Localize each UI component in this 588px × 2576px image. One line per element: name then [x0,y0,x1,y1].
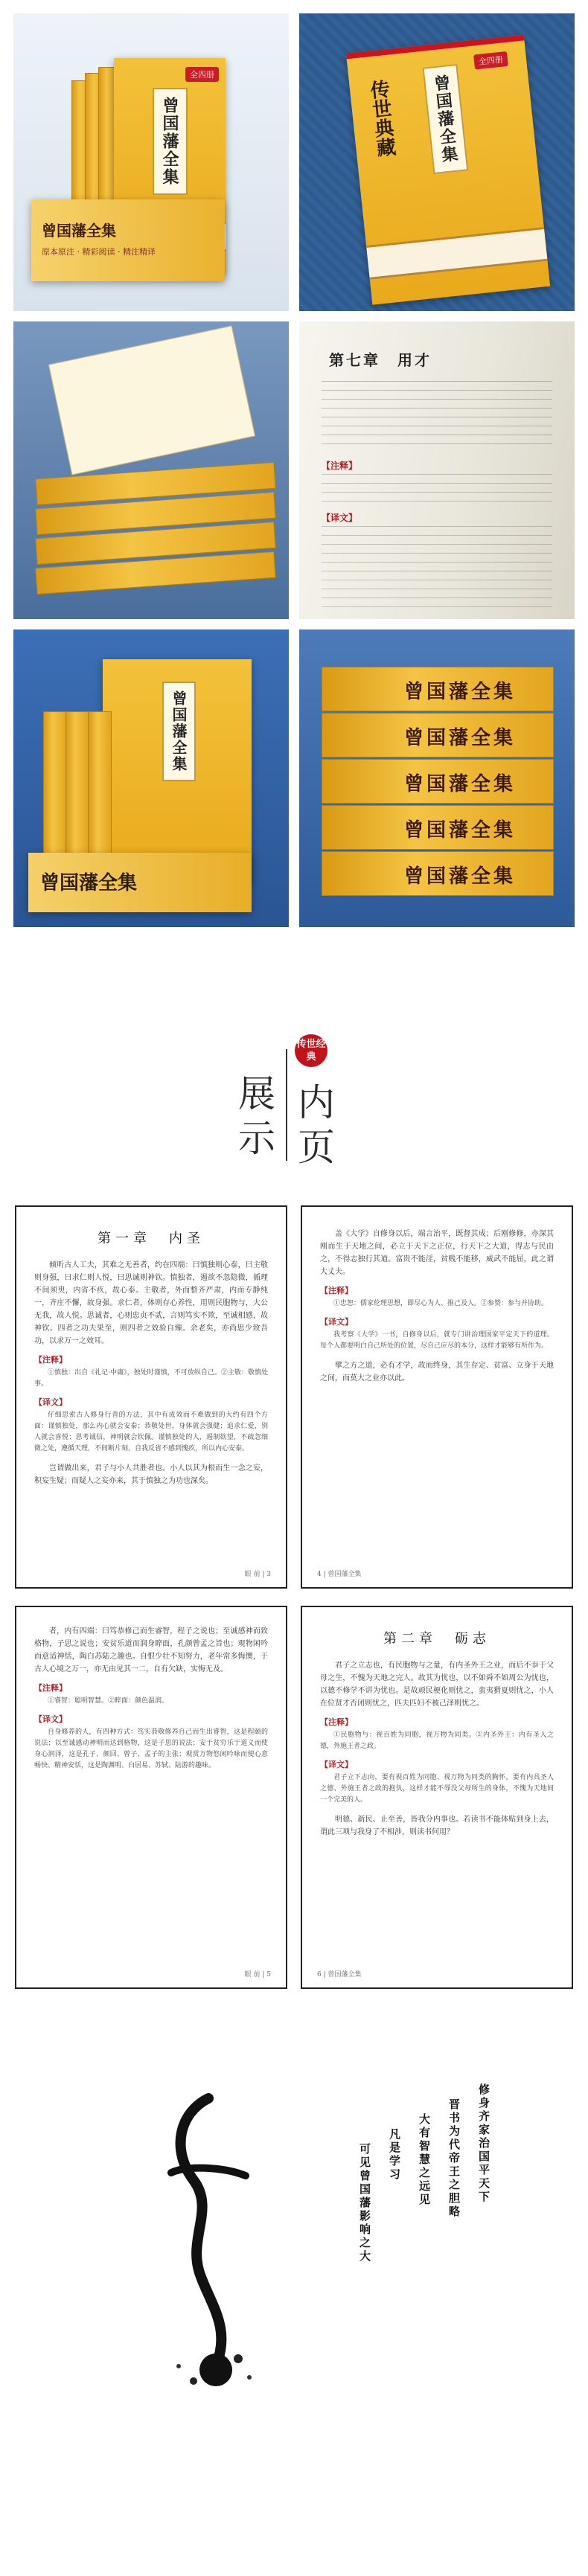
page-body: 擘之方之道，必有才学，故而终身，其生存定、贫富、立身于天地之间，而莫大之业亦以此。 [320,1362,554,1382]
note-text: ①忠恕：儒家伦理思想，即尽心为人、推己及人。②参赞：参与并协助。 [333,1300,549,1307]
chapter-title: 第一章 内圣 [98,1231,205,1246]
spine-title: 曾国藩全集 [404,773,517,795]
note-heading: 【注释】 [320,1286,353,1295]
cover-band [366,227,547,280]
translation-heading: 【译文】 [320,1317,353,1327]
book-cover-angled [346,34,550,304]
sample-page-3 [15,1606,287,1989]
cover-title: 曾国藩全集 [422,64,468,174]
translation-text: 自身修养的人，有四种方式：笃实恭敬修养自己而生出睿智，这是程颐的说法；以至诚感动神明而达到格物，这是子思的说法；安于贫穷乐于道义而使身心润泽，这是孔子、颜回、曾子、孟子的主张；观赏万物悠闲吟咏而使心意畅快、精神安恬，这是陶渊明、白居易、苏轼、陆游的趣味。 [34,1728,268,1769]
note-heading: 【注释】 [34,1355,67,1365]
page-body: 倾听古人工夫，其难之无善者，约在四端：曰慎独则心泰，曰主敬则身强，曰求仁则人悦，曰思诚则神钦。慎独者，遏欲不忽隐微，循理不间须臾，内省不疚，故心泰。主敬者，外而整齐严肃，内而专静纯一，齐庄不懈，故身强。求仁者，体则存心养性，用则民胞物与，大公无我，故人悦。思诚者，心则忠贞不贰，言则笃实不欺，至诚相感，故神钦。四者之功夫果至，则四者之效验自臻。余老矣，亦尚思少致吾功，以求万一之效耳。 [34,1261,268,1345]
product-photo-fanned [13,321,289,619]
product-photo-stack [13,13,289,311]
title-char: 内 [298,1081,335,1124]
spine-title: 曾国藩全集 [404,865,517,888]
header-divider [286,1049,287,1161]
lying-cover-tagline: 原本原注 · 精彩阅读 · 精注精译 [42,247,156,257]
book-spine-horizontal [322,851,554,896]
title-char: 示 [238,1117,275,1160]
section-header [223,1019,387,1168]
calligraphy-section [0,2039,588,2560]
page-body: 君子之立志也，有民胞物与之量，有内圣外王之业，而后不忝于父母之生，不愧为天地之完人。故其为忧也，以不如舜不如周公为忧也，以德不修学不讲为忧也。是故顽民梗化则忧之，蛮夷猾夏则忧之，小人在位贤才否闭则忧之，匹夫匹妇不被己泽则忧之。 [320,1662,554,1708]
page-folio: 4 | 曾国藩全集 [317,1571,362,1578]
lying-cover-title: 曾国藩全集 [40,872,138,894]
spine-title: 曾国藩全集 [404,681,517,703]
book-cover-lying [28,853,252,912]
product-photo-innerpage [299,321,575,619]
text-lines [322,474,552,504]
translation-heading: 【译文】 [34,1714,67,1724]
product-photo-stack4 [13,629,289,927]
text-lines [322,381,552,448]
title-char: 页 [298,1126,335,1169]
calligraphy-column: 大有智慧之远见 [418,2113,431,2207]
page-folio: 6 | 曾国藩全集 [317,1971,362,1979]
calligraphy-column: 可见曾国藩影响之大 [358,2143,371,2263]
page-trans-heading: 【译文】 [322,513,358,523]
page-note-heading: 【注释】 [322,461,358,471]
book-cover-lying [31,199,225,281]
book-cover-back [103,659,252,882]
product-photo-spines [299,629,575,927]
calligraphy-column: 晋书为代帝王之胆略 [447,2098,461,2219]
title-char: 展 [238,1072,275,1115]
lying-cover-title: 曾国藩全集 [42,222,116,240]
open-page [48,325,255,475]
page-body: 岂谓做出来，君子与小人共胜者也。小人以其为根而生一念之妄，积妄生疑；而疑人之妄亦来，其于慎独之为功也深矣。 [34,1464,268,1485]
translation-heading: 【译文】 [34,1397,67,1407]
page-body: 者，内有四端：曰笃恭修己而生睿智，程子之说也；至诚感神而致格物，子思之说也；安贫乐道而润身睟面，孔颜曾孟之旨也；观物闲吟而意适神恬，陶白苏陆之趣也。自恨少壮不知努力，老年常多悔懊，于古人心境之万一，亦无由见其一二，自有欠缺，实悔无及。 [34,1627,268,1673]
page-chapter-title: 第七章 用才 [329,351,432,369]
book-spine-horizontal [322,805,554,850]
note-heading: 【注释】 [320,1717,353,1727]
book-spine-horizontal [322,667,554,711]
calligraphy-column: 凡是学习 [388,2128,401,2182]
cover-title: 曾国藩全集 [153,88,188,195]
page-folio: 眼 前 | 5 [244,1971,271,1979]
translation-heading: 【译文】 [320,1760,353,1769]
note-text: ①睿智：聪明智慧。②睟面：颜色温润。 [48,1697,169,1705]
cover-series: 传世典藏 [365,78,397,158]
book-spine-horizontal [322,713,554,757]
edition-badge: 全四册 [473,51,508,70]
note-heading: 【注释】 [34,1683,67,1693]
product-photo-cover [299,13,575,311]
chapter-title: 第二章 砺志 [383,1631,490,1647]
sample-page-2 [301,1205,573,1589]
sample-page-1 [15,1205,287,1589]
translation-text: 仔细思索古人修身行善的方法，其中有成效而不难做到的大约有四个方面：谨慎独处，那么内心就会安泰；恭敬处世，身体就会强健；追求仁爱，别人就会喜悦；思考诚信，神明就会钦佩。谨慎独处的人，遏制欲望，不疏忽细微之处，遵循天理，不间断片刻，自我反省不感到愧疚，所以内心安泰。 [34,1412,268,1452]
edition-badge: 全四册 [185,67,219,82]
spine-title: 曾国藩全集 [404,727,517,749]
page-body: 盖《大学》自修身以后，端言治平，既督其成；后刚修修，亦深其刚而生于天地之间，必立于天下之正位，行天下之大道，得志与民由之，不得志独行其道。富贵不能淫，贫贱不能移，威武不能屈，此之谓大丈夫。 [320,1230,554,1276]
cover-title: 曾国藩全集 [162,682,196,781]
sample-page-4 [301,1606,573,1989]
note-text: ①慎独：出自《礼记·中庸》，独处时谨慎，不可放纵自己。②主敬：敬慎处事。 [34,1369,268,1388]
translation-text: 我考察《大学》一书，自修身以后，就专门讲治理国家平定天下的道理。每个人都要明白自己所处的位置，尽自己应尽的本分，这样才能够有所作为。 [320,1331,554,1350]
ink-brush-icon [127,2083,298,2396]
note-text: ①民胞物与：视百姓为同胞，视万物为同类。②内圣外王：内有圣人之德，外施王者之政。 [320,1731,554,1750]
page-folio: 眼 前 | 3 [244,1571,271,1578]
translation-text: 君子立下志向，要有视百姓为同胞、视万物为同类的胸怀，要有内具圣人之德、外施王者之政的抱负，这样才能不辱没父母所生的身体，不愧为天地间一个完美的人。 [320,1774,554,1804]
seal-stamp: 传世经典 [295,1034,327,1067]
page-body: 明德、新民、止至善，皆我分内事也。若读书不能体贴到身上去，谓此三项与我身了不相涉，则读书何用？ [320,1816,554,1836]
spine-title: 曾国藩全集 [404,819,517,842]
calligraphy-column: 修身齐家治国平天下 [477,2083,490,2204]
book-spine-horizontal [322,759,554,804]
text-lines [322,526,552,608]
